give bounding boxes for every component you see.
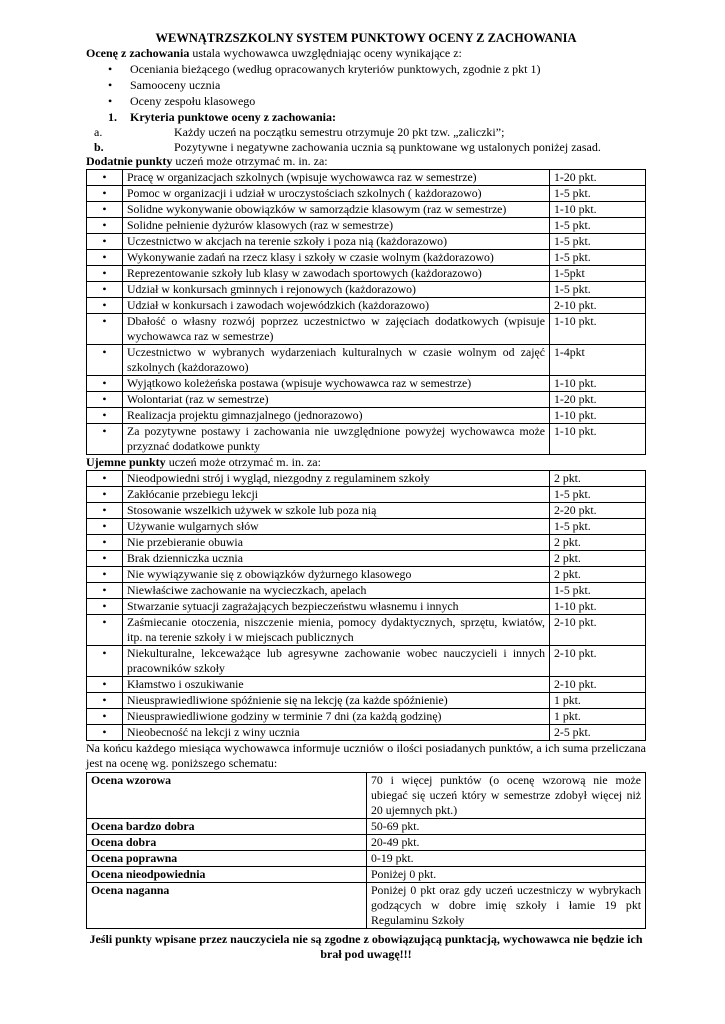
- bullet-cell: •: [87, 535, 123, 551]
- points-cell: 1 pkt.: [550, 709, 646, 725]
- grade-row: [87, 773, 646, 819]
- grade-name-cell: Ocena wzorowa: [87, 773, 367, 819]
- points-cell: 1-4pkt: [550, 345, 646, 376]
- points-cell: 2-10 pkt.: [550, 298, 646, 314]
- points-cell: 1-5 pkt.: [550, 186, 646, 202]
- rule-b: [86, 140, 646, 155]
- grade-threshold-cell: 70 i więcej punktów (o ocenę wzorową nie może ubiegać się uczeń który w semestrze zdobył więcej niż 20 ujemnych pkt.): [367, 773, 646, 819]
- points-cell: 1-10 pkt.: [550, 202, 646, 218]
- table-row: [87, 646, 646, 677]
- description-cell: Niewłaściwe zachowanie na wycieczkach, apelach: [123, 583, 550, 599]
- points-cell: 1-5 pkt.: [550, 519, 646, 535]
- rule-letter: a.: [94, 125, 103, 139]
- bullet-cell: •: [87, 250, 123, 266]
- table-row: [87, 519, 646, 535]
- grade-threshold-cell: 20-49 pkt.: [367, 835, 646, 851]
- table-row: [87, 503, 646, 519]
- points-cell: 2 pkt.: [550, 535, 646, 551]
- grade-row: [87, 883, 646, 929]
- positive-heading: [86, 154, 646, 169]
- bullet-cell: •: [87, 503, 123, 519]
- grade-threshold-cell: Poniżej 0 pkt oraz gdy uczeń uczestniczy w wybrykach godzących w dobre imię szkoły i łamie 19 pkt Regulaminu Szkoły: [367, 883, 646, 929]
- intro-bullet-list: [86, 61, 646, 109]
- intro-paragraph: [86, 46, 646, 61]
- criteria-label: Kryteria punktowe oceny z zachowania:: [130, 110, 336, 124]
- table-row: [87, 424, 646, 455]
- grade-row: [87, 851, 646, 867]
- positive-bold: Dodatnie punkty: [86, 154, 173, 168]
- bullet-cell: •: [87, 677, 123, 693]
- grade-name-cell: Ocena bardzo dobra: [87, 819, 367, 835]
- rule-text: Pozytywne i negatywne zachowania ucznia są punktowane wg ustalonych poniżej zasad.: [174, 139, 601, 154]
- bullet-cell: •: [87, 376, 123, 392]
- table-row: [87, 392, 646, 408]
- table-row: [87, 599, 646, 615]
- description-cell: Używanie wulgarnych słów: [123, 519, 550, 535]
- grade-name-cell: Ocena poprawna: [87, 851, 367, 867]
- description-cell: Wyjątkowo koleżeńska postawa (wpisuje wychowawca raz w semestrze): [123, 376, 550, 392]
- table-row: [87, 298, 646, 314]
- points-cell: 2 pkt.: [550, 471, 646, 487]
- grade-threshold-cell: 0-19 pkt.: [367, 851, 646, 867]
- points-cell: 1-10 pkt.: [550, 314, 646, 345]
- bullet-cell: •: [87, 282, 123, 298]
- grade-name-cell: Ocena nieodpowiednia: [87, 867, 367, 883]
- description-cell: Realizacja projektu gimnazjalnego (jednorazowo): [123, 408, 550, 424]
- bullet-cell: •: [87, 646, 123, 677]
- bullet-cell: •: [87, 170, 123, 186]
- bullet-cell: •: [87, 725, 123, 741]
- points-cell: 1-5 pkt.: [550, 250, 646, 266]
- table-row: [87, 234, 646, 250]
- points-cell: 1 pkt.: [550, 693, 646, 709]
- grade-row: [87, 819, 646, 835]
- table-row: [87, 218, 646, 234]
- points-cell: 1-20 pkt.: [550, 392, 646, 408]
- description-cell: Stwarzanie sytuacji zagrażających bezpieczeństwu własnemu i innych: [123, 599, 550, 615]
- table-row: [87, 266, 646, 282]
- description-cell: Nieobecność na lekcji z winy ucznia: [123, 725, 550, 741]
- description-cell: Nieusprawiedliwione spóźnienie się na lekcję (za każde spóźnienie): [123, 693, 550, 709]
- description-cell: Reprezentowanie szkoły lub klasy w zawodach sportowych (każdorazowo): [123, 266, 550, 282]
- positive-points-table: [86, 169, 646, 455]
- table-row: [87, 186, 646, 202]
- table-row: [87, 314, 646, 345]
- description-cell: Stosowanie wszelkich używek w szkole lub poza nią: [123, 503, 550, 519]
- table-row: [87, 202, 646, 218]
- criteria-heading: [86, 109, 646, 125]
- grade-threshold-cell: Poniżej 0 pkt.: [367, 867, 646, 883]
- intro-bullet: • Oceny zespołu klasowego: [86, 93, 646, 109]
- bullet-cell: •: [87, 583, 123, 599]
- points-cell: 1-5 pkt.: [550, 282, 646, 298]
- table-row: [87, 535, 646, 551]
- negative-rest: uczeń może otrzymać m. in. za:: [165, 455, 321, 469]
- bullet-cell: •: [87, 709, 123, 725]
- description-cell: Wolontariat (raz w semestrze): [123, 392, 550, 408]
- description-cell: Udział w konkursach gminnych i rejonowych (każdorazowo): [123, 282, 550, 298]
- table-row: [87, 487, 646, 503]
- table-row: [87, 170, 646, 186]
- grade-row: [87, 835, 646, 851]
- grade-name-cell: Ocena dobra: [87, 835, 367, 851]
- rule-text: Każdy uczeń na początku semestru otrzymuje 20 pkt tzw. „zaliczki”;: [174, 125, 505, 139]
- table-row: [87, 250, 646, 266]
- bullet-cell: •: [87, 314, 123, 345]
- bullet-cell: •: [87, 471, 123, 487]
- points-cell: 2 pkt.: [550, 551, 646, 567]
- points-cell: 1-10 pkt.: [550, 424, 646, 455]
- points-cell: 1-10 pkt.: [550, 599, 646, 615]
- bullet-cell: •: [87, 567, 123, 583]
- description-cell: Nie przebieranie obuwia: [123, 535, 550, 551]
- intro-bold: Ocenę z zachowania: [86, 46, 190, 60]
- bullet-cell: •: [87, 599, 123, 615]
- document-title: WEWNĄTRZSZKOLNY SYSTEM PUNKTOWY OCENY Z ZACHOWANIA: [155, 31, 577, 45]
- description-cell: Za pozytywne postawy i zachowania nie uwzględnione powyżej wychowawca może przyznać dodatkowe punkty: [123, 424, 550, 455]
- criteria-number: 1.: [108, 110, 117, 124]
- description-cell: Nieusprawiedliwione godziny w terminie 7 dni (za każdą godzinę): [123, 709, 550, 725]
- bullet-cell: •: [87, 487, 123, 503]
- description-cell: Zaśmiecanie otoczenia, niszczenie mienia, pomocy dydaktycznych, sprzętu, kwiatów, itp. na terenie szkoły i w miejscach publicznych: [123, 615, 550, 646]
- description-cell: Solidne pełnienie dyżurów klasowych (raz w semestrze): [123, 218, 550, 234]
- table-row: [87, 725, 646, 741]
- intro-rest: ustala wychowawca uwzględniając oceny wynikające z:: [189, 46, 462, 60]
- points-cell: 1-5 pkt.: [550, 583, 646, 599]
- description-cell: Nie wywiązywanie się z obowiązków dyżurnego klasowego: [123, 567, 550, 583]
- description-cell: Zakłócanie przebiegu lekcji: [123, 487, 550, 503]
- footer-note: Jeśli punkty wpisane przez nauczyciela nie są zgodne z obowiązującą punktacją, wychowawca nie będzie ich brał pod uwagę!!!: [89, 932, 643, 961]
- grade-threshold-cell: 50-69 pkt.: [367, 819, 646, 835]
- points-cell: 1-10 pkt.: [550, 376, 646, 392]
- points-cell: 2-20 pkt.: [550, 503, 646, 519]
- bullet-cell: •: [87, 186, 123, 202]
- points-cell: 1-5 pkt.: [550, 218, 646, 234]
- table-row: [87, 408, 646, 424]
- bullet-cell: •: [87, 266, 123, 282]
- description-cell: Uczestnictwo w akcjach na terenie szkoły i poza nią (każdorazowo): [123, 234, 550, 250]
- negative-bold: Ujemne punkty: [86, 455, 166, 469]
- points-cell: 2 pkt.: [550, 567, 646, 583]
- intro-bullet: • Samooceny ucznia: [86, 77, 646, 93]
- description-cell: Uczestnictwo w wybranych wydarzeniach kulturalnych w czasie wolnym od zajęć szkolnych (każdorazowo): [123, 345, 550, 376]
- description-cell: Kłamstwo i oszukiwanie: [123, 677, 550, 693]
- table-row: [87, 282, 646, 298]
- table-row: [87, 583, 646, 599]
- table-row: [87, 693, 646, 709]
- rule-a: [86, 125, 646, 140]
- points-cell: 2-10 pkt.: [550, 677, 646, 693]
- description-cell: Niekulturalne, lekceważące lub agresywne zachowanie wobec nauczycieli i innych pracowników szkoły: [123, 646, 550, 677]
- points-cell: 2-10 pkt.: [550, 646, 646, 677]
- bullet-cell: •: [87, 693, 123, 709]
- description-cell: Wykonywanie zadań na rzecz klasy i szkoły w czasie wolnym (każdorazowo): [123, 250, 550, 266]
- table-row: [87, 345, 646, 376]
- description-cell: Dbałość o własny rozwój poprzez uczestnictwo w zajęciach dodatkowych (wpisuje wychowawca raz w semestrze): [123, 314, 550, 345]
- grade-scheme-table: [86, 772, 646, 929]
- document-page: [86, 30, 646, 962]
- bullet-cell: •: [87, 424, 123, 455]
- intro-bullet: • Oceniania bieżącego (według opracowanych kryteriów punktowych, zgodnie z pkt 1): [86, 61, 646, 77]
- description-cell: Pracę w organizacjach szkolnych (wpisuje wychowawca raz w semestrze): [123, 170, 550, 186]
- bullet-cell: •: [87, 551, 123, 567]
- table-row: [87, 677, 646, 693]
- bullet-cell: •: [87, 408, 123, 424]
- negative-points-table: [86, 470, 646, 741]
- bullet-cell: •: [87, 234, 123, 250]
- description-cell: Nieodpowiedni strój i wygląd, niezgodny z regulaminem szkoły: [123, 471, 550, 487]
- description-cell: Solidne wykonywanie obowiązków w samorządzie klasowym (raz w semestrze): [123, 202, 550, 218]
- bullet-cell: •: [87, 218, 123, 234]
- table-row: [87, 551, 646, 567]
- summary-paragraph: Na końcu każdego miesiąca wychowawca informuje uczniów o ilości posiadanych punktów, a ich suma przeliczana jest na ocenę wg. poniższego schematu:: [86, 741, 646, 770]
- positive-rest: uczeń może otrzymać m. in. za:: [172, 154, 328, 168]
- points-cell: 1-10 pkt.: [550, 408, 646, 424]
- points-cell: 1-5 pkt.: [550, 234, 646, 250]
- table-row: [87, 376, 646, 392]
- bullet-cell: •: [87, 345, 123, 376]
- points-cell: 1-20 pkt.: [550, 170, 646, 186]
- description-cell: Brak dzienniczka ucznia: [123, 551, 550, 567]
- bullet-cell: •: [87, 519, 123, 535]
- negative-heading: [86, 455, 646, 470]
- bullet-cell: •: [87, 392, 123, 408]
- description-cell: Udział w konkursach i zawodach wojewódzkich (każdorazowo): [123, 298, 550, 314]
- points-cell: 1-5pkt: [550, 266, 646, 282]
- rule-letter: b.: [94, 139, 104, 154]
- bullet-cell: •: [87, 298, 123, 314]
- points-cell: 1-5 pkt.: [550, 487, 646, 503]
- description-cell: Pomoc w organizacji i udział w uroczystościach szkolnych ( każdorazowo): [123, 186, 550, 202]
- bullet-cell: •: [87, 615, 123, 646]
- grade-row: [87, 867, 646, 883]
- points-cell: 2-10 pkt.: [550, 615, 646, 646]
- bullet-cell: •: [87, 202, 123, 218]
- table-row: [87, 615, 646, 646]
- grade-name-cell: Ocena naganna: [87, 883, 367, 929]
- table-row: [87, 709, 646, 725]
- table-row: [87, 471, 646, 487]
- table-row: [87, 567, 646, 583]
- points-cell: 2-5 pkt.: [550, 725, 646, 741]
